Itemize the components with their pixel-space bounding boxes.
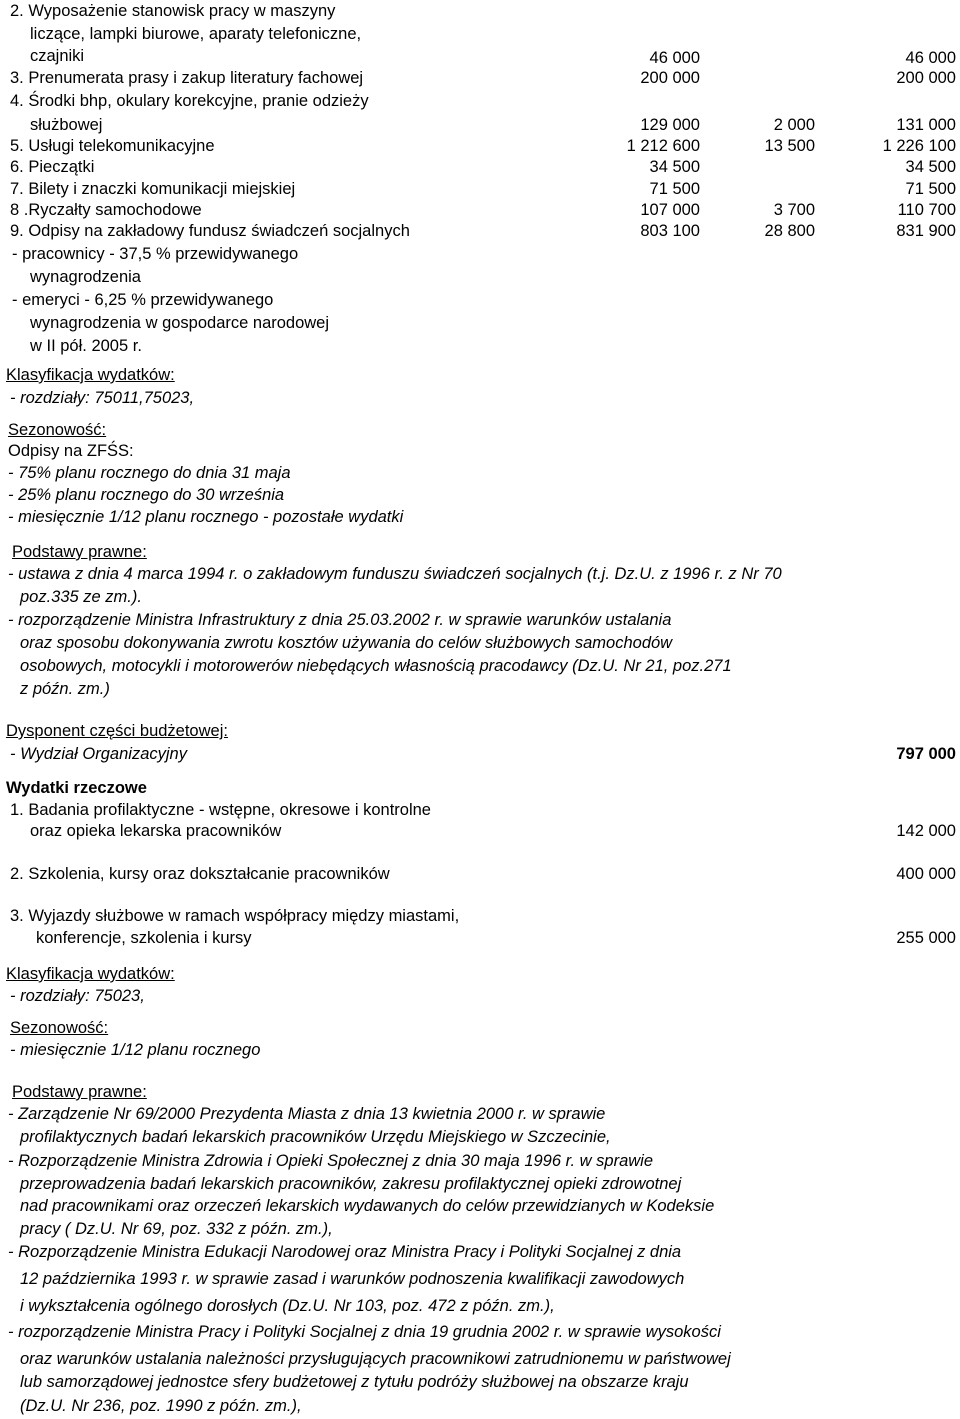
row-value-change: 2 000 [773,116,815,134]
row-value-total: 110 700 [897,201,956,219]
row-label: 3. Prenumerata prasy i zakup literatury fachowej [10,69,364,87]
legal-basis-line: oraz sposobu dokonywania zwrotu kosztów używania do celów służbowych samochodów [20,634,673,652]
row-value-plan: 129 000 [640,116,700,134]
row-value-plan: 1 212 600 [626,137,700,155]
zfss-note: w II pół. 2005 r. [30,337,142,355]
row-value-change: 28 800 [764,222,815,240]
row-label: 6. Pieczątki [10,158,95,176]
row-label: liczące, lampki biurowe, aparaty telefoniczne, [30,25,362,43]
row-value-plan: 200 000 [640,69,700,87]
legal-basis-line: (Dz.U. Nr 236, poz. 1990 z późn. zm.), [20,1397,302,1415]
expense-item: 2. Szkolenia, kursy oraz dokształcanie pracowników [10,865,390,883]
row-label: 4. Środki bhp, okulary korekcyjne, pranie odzieży [10,92,369,110]
zfss-note: - emeryci - 6,25 % przewidywanego [12,291,274,309]
legal-basis-line: - rozporządzenie Ministra Pracy i Polityki Socjalnej z dnia 19 grudnia 2002 r. w sprawie wysokości [8,1323,721,1341]
classification-value: - rozdziały: 75011,75023, [10,389,195,407]
legal-basis-line: pracy ( Dz.U. Nr 69, poz. 332 z późn. zm.), [20,1220,333,1238]
legal-basis-line: z późn. zm.) [20,680,110,698]
dysponent-name: - Wydział Organizacyjny [10,745,187,763]
seasonality-heading: Sezonowość: [10,1019,109,1037]
expense-item: konferencje, szkolenia i kursy [36,929,252,947]
row-label: 2. Wyposażenie stanowisk pracy w maszyny [10,2,336,20]
legal-basis-line: nad pracownikami oraz orzeczeń lekarskich wydawanych do celów przewidzianych w Kodeksie [20,1197,715,1215]
classification-heading: Klasyfikacja wydatków: [6,965,175,983]
row-label: 5. Usługi telekomunikacyjne [10,137,215,155]
row-value-plan: 34 500 [649,158,700,176]
expense-item: 3. Wyjazdy służbowe w ramach współpracy między miastami, [10,907,460,925]
row-value-total: 131 000 [896,116,956,134]
legal-basis-line: - Zarządzenie Nr 69/2000 Prezydenta Miasta z dnia 13 kwietnia 2000 r. w sprawie [8,1105,606,1123]
classification-heading: Klasyfikacja wydatków: [6,366,175,384]
row-value-plan: 803 100 [640,222,700,240]
zfss-note: wynagrodzenia w gospodarce narodowej [30,314,330,332]
row-value-plan: 71 500 [649,180,700,198]
row-value-plan: 46 000 [649,49,700,67]
legal-basis-line: - rozporządzenie Ministra Infrastruktury z dnia 25.03.2002 r. w sprawie warunków ustalania [8,611,672,629]
legal-basis-line: profilaktycznych badań lekarskich pracowników Urzędu Miejskiego w Szczecinie, [20,1128,611,1146]
legal-basis-line: oraz warunków ustalania należności przysługujących pracownikowi zatrudnionemu w państwowej [20,1350,731,1368]
legal-basis-line: poz.335 ze zm.). [20,588,142,606]
expense-value: 255 000 [896,929,956,947]
legal-basis-heading: Podstawy prawne: [12,1083,147,1101]
seasonality-line: - miesięcznie 1/12 planu rocznego [10,1041,261,1059]
legal-basis-line: - Rozporządzenie Ministra Zdrowia i Opieki Społecznej z dnia 30 maja 1996 r. w sprawie [8,1152,654,1170]
row-label: 8 .Ryczałty samochodowe [10,201,202,219]
legal-basis-line: i wykształcenia ogólnego dorosłych (Dz.U. Nr 103, poz. 472 z późn. zm.), [20,1297,555,1315]
row-value-total: 71 500 [905,180,956,198]
row-label: czajniki [30,47,85,65]
row-value-change: 3 700 [773,201,815,219]
legal-basis-line: osobowych, motocykli i motorowerów niebędących własnością pracodawcy (Dz.U. Nr 21, poz.271 [20,657,732,675]
row-value-total: 831 900 [896,222,956,240]
seasonality-line: Odpisy na ZFŚS: [8,442,134,460]
legal-basis-line: - ustawa z dnia 4 marca 1994 r. o zakładowym funduszu świadczeń socjalnych (t.j. Dz.U. z 1996 r. z Nr 70 [8,565,782,583]
classification-value: - rozdziały: 75023, [10,987,145,1005]
legal-basis-line: 12 października 1993 r. w sprawie zasad i warunków podnoszenia kwalifikacji zawodowych [20,1270,685,1288]
expense-item: 1. Badania profilaktyczne - wstępne, okresowe i kontrolne [10,801,431,819]
row-value-total: 1 226 100 [882,137,956,155]
row-value-change: 13 500 [764,137,815,155]
row-value-total: 34 500 [905,158,956,176]
legal-basis-heading: Podstawy prawne: [12,543,147,561]
zfss-note: wynagrodzenia [30,268,141,286]
seasonality-heading: Sezonowość: [8,421,107,439]
dysponent-heading: Dysponent części budżetowej: [6,722,228,740]
legal-basis-line: lub samorządowej jednostce sfery budżetowej z tytułu podróży służbowej na obszarze kraju [20,1373,689,1391]
seasonality-line: - 25% planu rocznego do 30 września [8,486,285,504]
seasonality-line: - miesięcznie 1/12 planu rocznego - pozostałe wydatki [8,508,404,526]
expense-value: 142 000 [896,822,956,840]
seasonality-line: - 75% planu rocznego do dnia 31 maja [8,464,291,482]
row-value-total: 46 000 [905,49,956,67]
material-expenses-heading: Wydatki rzeczowe [6,779,147,797]
row-value-plan: 107 000 [640,201,700,219]
row-label: 9. Odpisy na zakładowy fundusz świadczeń socjalnych [10,222,410,240]
dysponent-total: 797 000 [896,745,956,763]
row-value-total: 200 000 [896,69,956,87]
expense-value: 400 000 [896,865,956,883]
row-label: służbowej [30,116,103,134]
legal-basis-line: - Rozporządzenie Ministra Edukacji Narodowej oraz Ministra Pracy i Polityki Socjalnej z dnia [8,1243,682,1261]
expense-item: oraz opieka lekarska pracowników [30,822,282,840]
legal-basis-line: przeprowadzenia badań lekarskich pracowników, zakresu profilaktycznej opieki zdrowotnej [20,1175,682,1193]
zfss-note: - pracownicy - 37,5 % przewidywanego [12,245,299,263]
row-label: 7. Bilety i znaczki komunikacji miejskiej [10,180,296,198]
